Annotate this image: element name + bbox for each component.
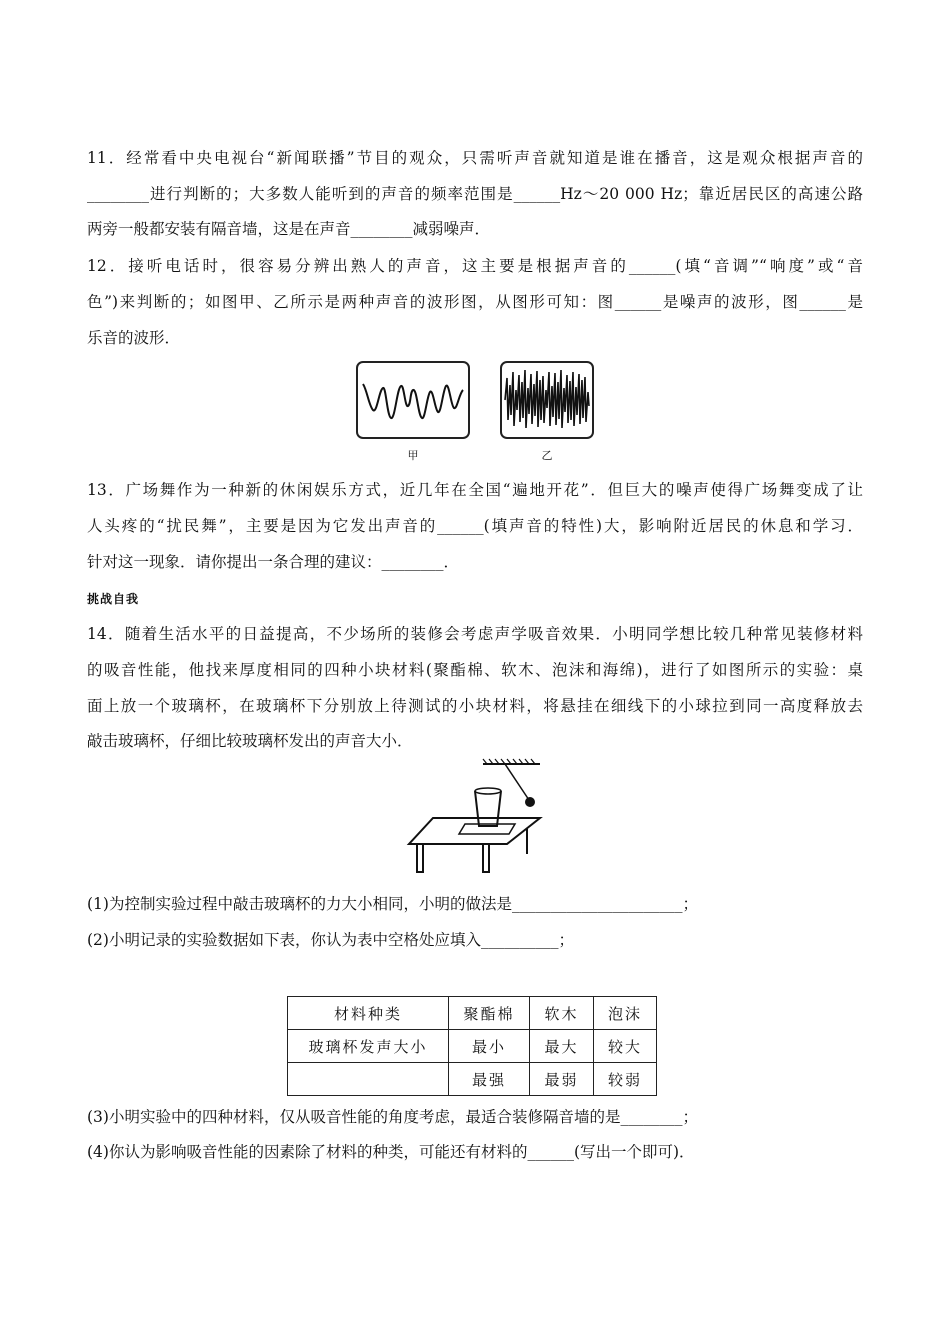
- q13-line-1: 13．广场舞作为一种新的休闲娱乐方式，近几年在全国“遍地开花”．但巨大的噪声使得广场舞变成了让: [87, 481, 863, 499]
- q14-part-2: (2)小明记录的实验数据如下表，你认为表中空格处应填入__________；: [87, 931, 574, 949]
- table-cell: 聚酯棉: [449, 997, 530, 1030]
- table-row: [288, 1030, 657, 1063]
- waveform-b-label: 乙: [541, 449, 553, 462]
- table-cell: [288, 1063, 449, 1096]
- waveform-figure: [355, 360, 600, 465]
- q14-line-2: 的吸音性能，他找来厚度相同的四种小块材料(聚酯棉、软木、泡沫和海绵)，进行了如图所示的实验：桌: [87, 661, 863, 679]
- q13-line-3: 针对这一现象．请你提出一条合理的建议：________．: [87, 553, 460, 571]
- table-cell: 材料种类: [288, 997, 449, 1030]
- data-table: [287, 996, 657, 1096]
- table-cell: 软木: [530, 997, 594, 1030]
- table-cell: 玻璃杯发声大小: [288, 1030, 449, 1063]
- q11-line-1: 11．经常看中央电视台“新闻联播”节目的观众，只需听声音就知道是谁在播音，这是观众根据声音的: [87, 149, 863, 167]
- q14-part-4: (4)你认为影响吸音性能的因素除了材料的种类，可能还有材料的______(写出一个即可)．: [87, 1143, 695, 1161]
- section-heading: 挑战自我: [87, 592, 140, 606]
- q12-line-3: 乐音的波形．: [87, 329, 181, 347]
- q14-part-1: (1)为控制实验过程中敲击玻璃杯的力大小相同，小明的做法是______________________；: [87, 895, 698, 913]
- q11-line-2: ________进行判断的；大多数人能听到的声音的频率范围是______Hz～20 000 Hz；靠近居民区的高速公路: [87, 185, 863, 203]
- table-cell: 较大: [594, 1030, 657, 1063]
- waveform-a-label: 甲: [407, 449, 419, 462]
- q14-line-4: 敲击玻璃杯，仔细比较玻璃杯发出的声音大小．: [87, 732, 413, 750]
- q12-line-1: 12．接听电话时，很容易分辨出熟人的声音，这主要是根据声音的______(填“音调”“响度”或“音: [87, 257, 863, 275]
- waveform-b-image: [499, 360, 595, 440]
- table-row: [288, 997, 657, 1030]
- waveform-a-image: [355, 360, 471, 440]
- table-row: [288, 1063, 657, 1096]
- q14-line-3: 面上放一个玻璃杯，在玻璃杯下分别放上待测试的小块材料，将悬挂在细线下的小球拉到同一高度释放去: [87, 697, 863, 715]
- table-cell: 最大: [530, 1030, 594, 1063]
- q14-line-1: 14．随着生活水平的日益提高，不少场所的装修会考虑声学吸音效果．小明同学想比较几种常见装修材料: [87, 625, 863, 643]
- table-cell: 最弱: [530, 1063, 594, 1096]
- q11-line-3: 两旁一般都安装有隔音墙，这是在声音________减弱噪声．: [87, 220, 491, 238]
- q14-part-3: (3)小明实验中的四种材料，仅从吸音性能的角度考虑，最适合装修隔音墙的是________；: [87, 1108, 698, 1126]
- table-cell: 最强: [449, 1063, 530, 1096]
- q12-line-2: 色”)来判断的；如图甲、乙所示是两种声音的波形图，从图形可知：图______是噪声的波形，图______是: [87, 293, 863, 311]
- table-cell: 泡沫: [594, 997, 657, 1030]
- table-cell: 最小: [449, 1030, 530, 1063]
- apparatus-figure: [405, 758, 550, 876]
- table-cell: 较弱: [594, 1063, 657, 1096]
- q13-line-2: 人头疼的“扰民舞”，主要是因为它发出声音的______(填声音的特性)大，影响附近居民的休息和学习．: [87, 517, 863, 535]
